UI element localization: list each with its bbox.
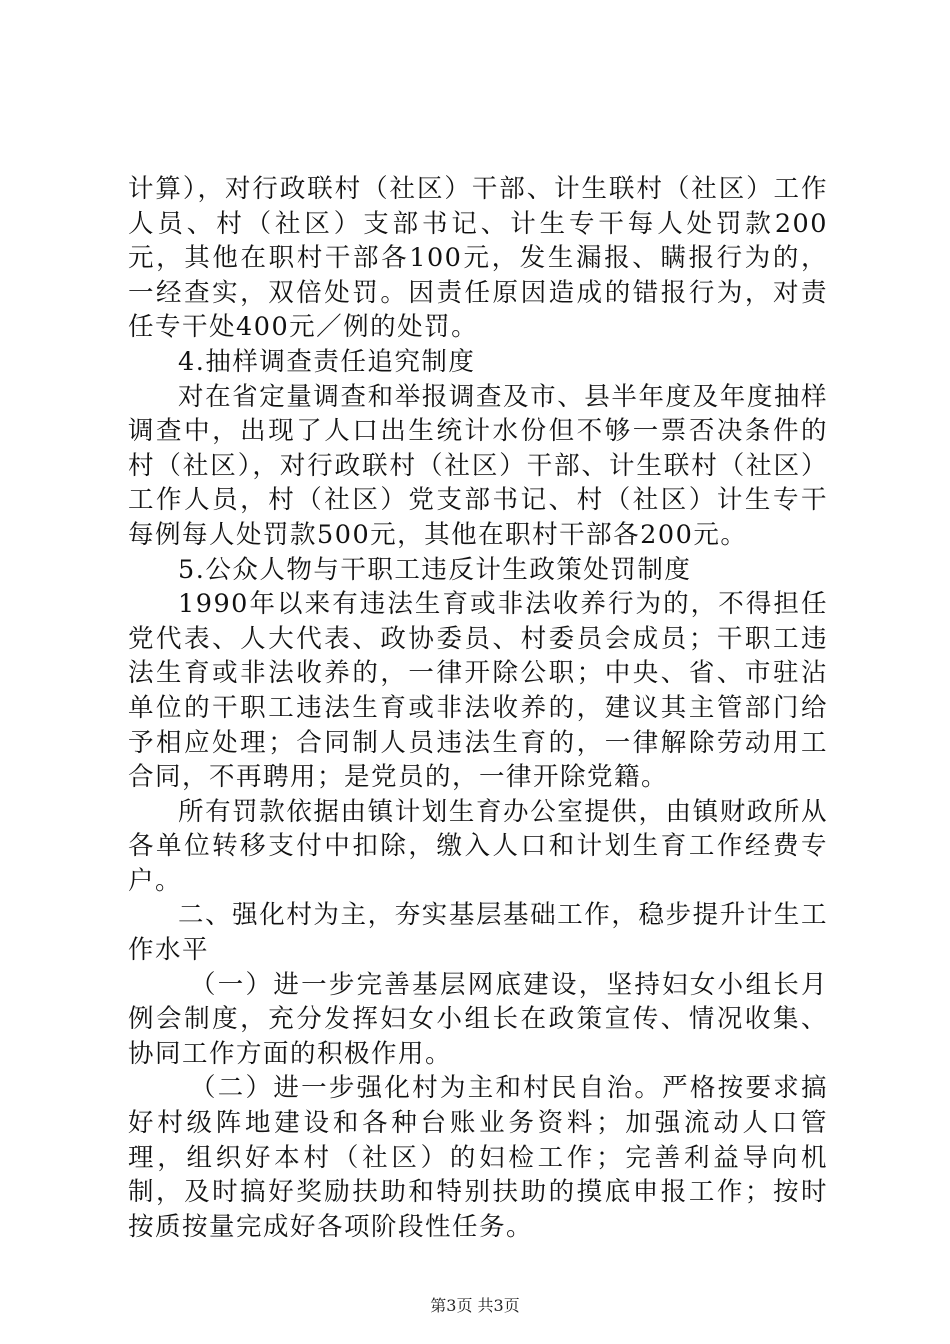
heading-section-two: 二、强化村为主，夯实基层基础工作，稳步提升计生工作水平 bbox=[128, 900, 828, 966]
heading-sampling-survey-accountability: 4.抽样调查责任追究制度 bbox=[178, 346, 476, 377]
paragraph-public-figures: 1990年以来有违法生育或非法收养行为的，不得担任党代表、人大代表、政协委员、村委员会成员；干职工违法生育或非法收养的，一律开除公职；中央、省、市驻沾单位的干职工违法生育或非法收养的，建议其主管部门给予相应处理；合同制人员违法生育的，一律解除劳动用工合同，不再聘用；是党员的，一律开除党籍。 bbox=[128, 589, 828, 793]
paragraph-item-two: （二）进一步强化村为主和村民自治。严格按要求搞好村级阵地建设和各种台账业务资料；加强流动人口管理，组织好本村（社区）的妇检工作；完善利益导向机制，及时搞好奖励扶助和特别扶助的摸底申报工作；按时按质按量完成好各项阶段性任务。 bbox=[128, 1073, 828, 1242]
heading-public-figures-penalty: 5.公众人物与干职工违反计生政策处罚制度 bbox=[178, 554, 692, 585]
page-number-footer: 第3页 共3页 bbox=[430, 1296, 520, 1315]
document-body bbox=[128, 172, 828, 1244]
paragraph-sampling-survey: 对在省定量调查和举报调查及市、县半年度及年度抽样调查中，出现了人口出生统计水份但不够一票否决条件的村（社区），对行政联村（社区）干部、计生联村（社区）工作人员，村（社区）党支部书记、村（社区）计生专干每例每人处罚款500元，其他在职村干部各200元。 bbox=[128, 381, 828, 550]
paragraph-item-one: （一）进一步完善基层网底建设，坚持妇女小组长月例会制度，充分发挥妇女小组长在政策宣传、情况收集、协同工作方面的积极作用。 bbox=[128, 969, 828, 1069]
paragraph-fine-continuation: 计算），对行政联村（社区）干部、计生联村（社区）工作人员、村（社区）支部书记、计生专干每人处罚款200元，其他在职村干部各100元，发生漏报、瞒报行为的，一经查实，双倍处罚。因责任原因造成的错报行为，对责任专干处400元／例的处罚。 bbox=[128, 174, 828, 343]
paragraph-fine-deduction: 所有罚款依据由镇计划生育办公室提供，由镇财政所从各单位转移支付中扣除，缴入人口和计划生育工作经费专户。 bbox=[128, 796, 828, 896]
